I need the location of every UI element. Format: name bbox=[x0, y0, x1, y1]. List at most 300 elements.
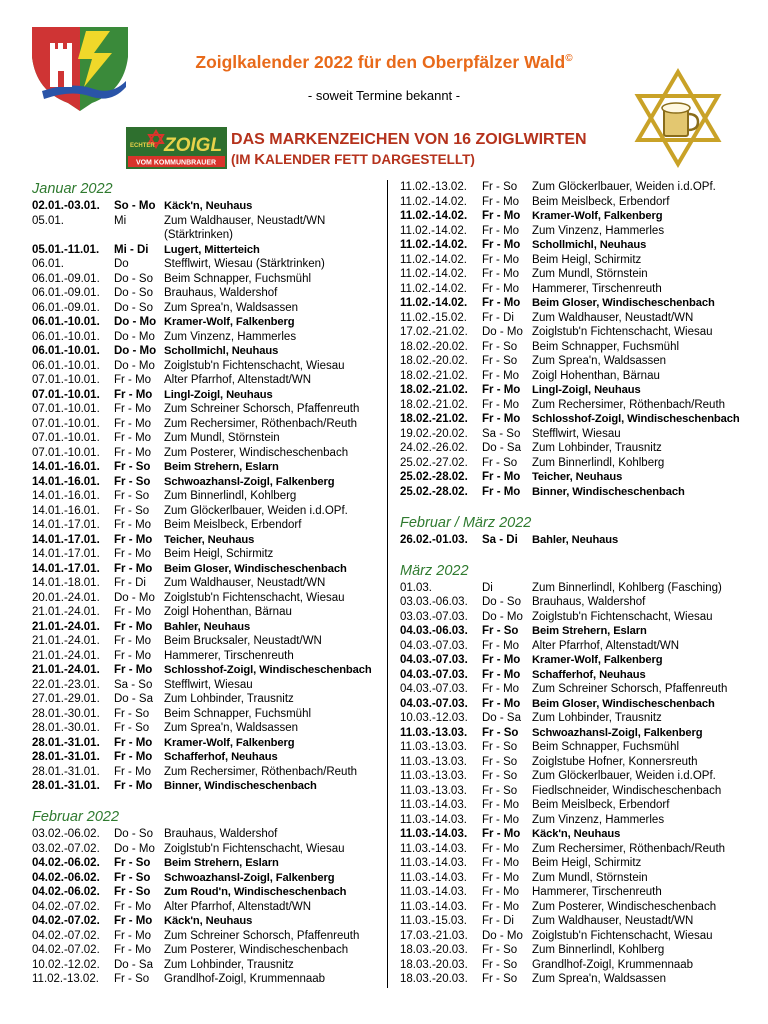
weekday-range: Do - So bbox=[482, 596, 521, 608]
venue-name: Beim Heigl, Schirmitz bbox=[532, 253, 642, 266]
venue-name: Zoiglstub'n Fichtenschacht, Wiesau bbox=[532, 326, 713, 338]
date-range: 21.01.-24.01. bbox=[32, 664, 100, 676]
weekday-range: Fr - Mo bbox=[114, 780, 153, 792]
venue-name: Zum Binnerlindl, Kohlberg (Fasching) bbox=[532, 581, 722, 594]
month-heading: Februar 2022 bbox=[32, 809, 120, 825]
weekday-range: Fr - Mo bbox=[114, 403, 152, 415]
date-range: 14.01.-17.01. bbox=[32, 562, 100, 575]
calendar-entry-marke bbox=[400, 668, 768, 683]
calendar-entry bbox=[32, 359, 404, 374]
weekday-range: Do - Mo bbox=[114, 842, 155, 855]
date-range: 28.01.-31.01. bbox=[32, 736, 100, 749]
marke-text-segment: ALENDER FETT DARGESTELLT) bbox=[265, 152, 475, 167]
calendar-entry-marke bbox=[400, 653, 768, 668]
venue-name: Zoiglstub'n Fichtenschacht, Wiesau bbox=[164, 591, 345, 604]
venue-name: Beim Schnapper, Fuchsmühl bbox=[532, 340, 680, 353]
venue-name: Beim Heigl, Schirmitz bbox=[532, 857, 642, 869]
date-range: 24.02.-26.02. bbox=[400, 442, 468, 454]
weekday-range: Fr - Mo bbox=[114, 900, 152, 913]
weekday-range: Do - Sa bbox=[482, 712, 521, 724]
date-range: 11.03.-13.03. bbox=[400, 741, 467, 753]
weekday-range: Sa - Di bbox=[482, 533, 518, 546]
calendar-entry-marke bbox=[32, 620, 404, 635]
venue-name: Brauhaus, Waldershof bbox=[164, 828, 278, 840]
venue-name: Zum Mundl, Störnstein bbox=[532, 268, 648, 280]
calendar-column-right bbox=[400, 180, 768, 987]
weekday-range: Fr - Mo bbox=[482, 828, 521, 840]
date-range: 20.01.-24.01. bbox=[32, 591, 100, 604]
venue-name: Stefflwirt, Wiesau (Stärktrinken) bbox=[164, 258, 325, 270]
calendar-entry bbox=[400, 224, 768, 239]
weekday-range: Fr - So bbox=[482, 770, 518, 782]
weekday-range: Fr - So bbox=[482, 726, 519, 739]
venue-name: Beim Schnapper, Fuchsmühl bbox=[164, 707, 312, 720]
date-range: 04.02.-07.02. bbox=[32, 944, 100, 956]
date-range: 03.03.-06.03. bbox=[400, 596, 468, 608]
calendar-entry bbox=[400, 441, 768, 456]
weekday-range: Fr - Mo bbox=[482, 398, 520, 411]
weekday-range: Fr - Di bbox=[482, 915, 514, 927]
venue-name: Zum Posterer, Windischeschenbach bbox=[164, 944, 349, 956]
calendar-entry bbox=[400, 639, 768, 654]
venue-name: Lingl-Zoigl, Neuhaus bbox=[532, 384, 641, 396]
venue-name: Zum Rechersimer, Röthenbach/Reuth bbox=[164, 417, 358, 430]
venue-name: Kramer-Wolf, Falkenberg bbox=[164, 316, 295, 328]
weekday-range: Do - Mo bbox=[114, 330, 155, 343]
weekday-range: Fr - Mo bbox=[482, 253, 520, 266]
venue-name: Zum Glöckerlbauer, Weiden i.d.OPf. bbox=[532, 181, 716, 193]
weekday-range: Fr - Mo bbox=[482, 210, 521, 222]
date-range: 11.03.-14.03. bbox=[400, 871, 467, 884]
weekday-range: Fr - Mo bbox=[482, 369, 520, 382]
venue-name: Beim Strehern, Eslarn bbox=[532, 625, 647, 637]
calendar-entry bbox=[400, 900, 768, 915]
weekday-range: Fr - So bbox=[482, 181, 518, 193]
weekday-range: Fr - Mo bbox=[482, 668, 521, 681]
venue-name: Beim Strehern, Eslarn bbox=[164, 857, 279, 869]
weekday-range: Fr - Mo bbox=[482, 813, 520, 826]
calendar-entry-marke bbox=[32, 388, 404, 403]
date-range: 11.03.-14.03. bbox=[400, 828, 468, 840]
weekday-range: Mi - Di bbox=[114, 243, 149, 256]
date-range: 28.01.-30.01. bbox=[32, 707, 100, 720]
date-range: 04.02.-07.02. bbox=[32, 915, 100, 927]
calendar-entry bbox=[400, 929, 768, 944]
venue-name: Zum Schreiner Schorsch, Pfaffenreuth bbox=[532, 683, 728, 695]
weekday-range: Fr - So bbox=[482, 784, 518, 797]
weekday-range: Fr - Mo bbox=[114, 432, 152, 444]
date-range: 11.03.-13.03. bbox=[400, 770, 467, 782]
marke-text-segment: OIGLWIRTEN bbox=[485, 131, 587, 148]
zoigl-star-icon bbox=[630, 68, 726, 168]
date-range: 04.03.-07.03. bbox=[400, 654, 468, 666]
calendar-entry-marke bbox=[400, 296, 768, 311]
calendar-entry bbox=[32, 576, 404, 591]
calendar-entry bbox=[400, 195, 768, 210]
weekday-range: Fr - Mo bbox=[482, 195, 520, 208]
spacer bbox=[400, 547, 768, 562]
venue-name: Stefflwirt, Wiesau bbox=[532, 427, 621, 440]
venue-name: Beim Brucksaler, Neustadt/WN bbox=[164, 635, 322, 647]
calendar-entry bbox=[400, 943, 768, 958]
venue-name: Brauhaus, Waldershof bbox=[164, 287, 278, 299]
badge-bottom-text: VOM KOMMUNBRAUER bbox=[135, 159, 217, 167]
weekday-range: Fr - Mo bbox=[114, 606, 152, 618]
venue-name: Zum Vinzenz, Hammerles bbox=[164, 330, 297, 343]
month-heading: Februar / März 2022 bbox=[400, 514, 532, 531]
venue-name: Schafferhof, Neuhaus bbox=[532, 668, 646, 681]
date-range: 21.01.-24.01. bbox=[32, 606, 100, 618]
date-range: 25.02.-28.02. bbox=[400, 485, 468, 498]
venue-name: Hammerer, Tirschenreuth bbox=[532, 886, 662, 898]
venue-name: Alter Pfarrhof, Altenstadt/WN bbox=[164, 900, 312, 913]
calendar-entry bbox=[400, 958, 768, 973]
spacer bbox=[400, 499, 768, 514]
calendar-entry bbox=[400, 180, 768, 195]
date-range: 07.01.-10.01. bbox=[32, 388, 100, 401]
weekday-range: Fr - So bbox=[114, 475, 151, 488]
echter-zoigl-badge bbox=[126, 127, 227, 169]
venue-name: Zum Waldhauser, Neustadt/WN bbox=[164, 214, 326, 227]
venue-name: Hammerer, Tirschenreuth bbox=[164, 649, 294, 662]
calendar-entry bbox=[400, 769, 768, 784]
date-range: 04.03.-06.03. bbox=[400, 625, 468, 637]
weekday-range: Fr - So bbox=[114, 707, 150, 720]
calendar-entry-marke bbox=[400, 412, 768, 427]
calendar-entry bbox=[32, 330, 404, 345]
date-range: 11.03.-14.03. bbox=[400, 857, 467, 869]
date-range: 17.02.-21.02. bbox=[400, 326, 468, 338]
weekday-range: Fr - Mo bbox=[482, 799, 520, 811]
weekday-range: Do - Mo bbox=[482, 326, 523, 338]
venue-name: Zum Binnerlindl, Kohlberg bbox=[532, 456, 665, 469]
venue-name: Kramer-Wolf, Falkenberg bbox=[164, 736, 295, 749]
calendar-entry bbox=[32, 765, 404, 780]
calendar-entry bbox=[400, 267, 768, 282]
venue-name: Zum Mundl, Störnstein bbox=[164, 432, 280, 444]
venue-name: Zum Posterer, Windischeschenbach bbox=[164, 446, 349, 459]
venue-name: Binner, Windischeschenbach bbox=[164, 780, 317, 792]
venue-name: Teicher, Neuhaus bbox=[164, 533, 255, 546]
weekday-range: Do - Sa bbox=[482, 442, 521, 454]
month-heading: Januar 2022 bbox=[32, 181, 113, 197]
calendar-entry bbox=[32, 692, 404, 707]
date-range: 25.02.-28.02. bbox=[400, 471, 468, 483]
date-range: 22.01.-23.01. bbox=[32, 678, 100, 691]
calendar-entry bbox=[32, 842, 404, 857]
weekday-range: Sa - So bbox=[482, 427, 521, 440]
venue-name: Beim Heigl, Schirmitz bbox=[164, 548, 274, 560]
venue-name: Lingl-Zoigl, Neuhaus bbox=[164, 388, 273, 401]
date-range: 11.03.-13.03. bbox=[400, 726, 468, 739]
date-range: 11.03.-13.03. bbox=[400, 755, 467, 768]
date-range: 21.01.-24.01. bbox=[32, 620, 100, 633]
venue-name: Schwoazhansl-Zoigl, Falkenberg bbox=[164, 871, 335, 884]
date-range: 04.02.-07.02. bbox=[32, 929, 100, 942]
weekday-range: Fr - Mo bbox=[482, 268, 520, 280]
date-range: 04.03.-07.03. bbox=[400, 668, 468, 681]
calendar-column-left bbox=[32, 180, 404, 987]
weekday-range: Fr - Mo bbox=[114, 374, 152, 386]
weekday-range: Fr - So bbox=[114, 722, 150, 734]
calendar-entry bbox=[32, 301, 404, 316]
date-range: 04.02.-06.02. bbox=[32, 871, 100, 884]
venue-name: Zum Binnerlindl, Kohlberg bbox=[164, 490, 297, 502]
date-range: 05.01. bbox=[32, 214, 64, 227]
venue-name: Zum Mundl, Störnstein bbox=[532, 871, 648, 884]
venue-name: Bahler, Neuhaus bbox=[164, 620, 251, 633]
date-range: 11.02.-15.02. bbox=[400, 311, 467, 324]
weekday-range: Fr - So bbox=[114, 973, 150, 985]
weekday-range: Do - So bbox=[114, 287, 153, 299]
date-range: 07.01.-10.01. bbox=[32, 446, 100, 459]
calendar-entry bbox=[32, 286, 404, 301]
weekday-range: Fr - So bbox=[482, 944, 518, 956]
weekday-range: Fr - Mo bbox=[482, 697, 521, 710]
calendar-entry bbox=[400, 798, 768, 813]
weekday-range: Fr - Mo bbox=[114, 736, 153, 749]
month-heading: März 2022 bbox=[400, 562, 469, 579]
date-range: 18.02.-20.02. bbox=[400, 355, 468, 367]
weekday-range: Fr - So bbox=[114, 504, 150, 517]
weekday-range: Fr - So bbox=[482, 456, 518, 469]
date-range: 10.03.-12.03. bbox=[400, 712, 468, 724]
date-range: 05.01.-11.01. bbox=[32, 243, 100, 256]
date-range: 03.02.-06.02. bbox=[32, 828, 100, 840]
date-range: 25.02.-27.02. bbox=[400, 456, 468, 469]
calendar-entry-marke bbox=[32, 885, 404, 900]
date-range: 04.02.-07.02. bbox=[32, 900, 100, 913]
weekday-range: Do - So bbox=[114, 272, 153, 285]
calendar-entry bbox=[32, 591, 404, 606]
date-range: 14.01.-16.01. bbox=[32, 490, 100, 502]
venue-name: Zoiglstub'n Fichtenschacht, Wiesau bbox=[164, 359, 345, 372]
weekday-range: Fr - Mo bbox=[482, 842, 520, 855]
venue-name: Zoiglstub'n Fichtenschacht, Wiesau bbox=[164, 842, 345, 855]
calendar-entry-marke bbox=[32, 533, 404, 548]
date-range: 06.01.-10.01. bbox=[32, 359, 100, 372]
date-range: 11.03.-14.03. bbox=[400, 886, 467, 898]
venue-name: Lugert, Mitterteich bbox=[164, 243, 260, 256]
date-range: 02.01.-03.01. bbox=[32, 200, 100, 212]
weekday-range: Do - Sa bbox=[114, 958, 153, 971]
date-range: 11.02.-14.02. bbox=[400, 268, 467, 280]
weekday-range: Fr - Mo bbox=[114, 446, 152, 459]
date-range: 14.01.-16.01. bbox=[32, 475, 100, 488]
venue-name: (Stärktrinken) bbox=[164, 229, 234, 241]
venue-name: Schwoazhansl-Zoigl, Falkenberg bbox=[164, 475, 335, 488]
calendar-entry-marke bbox=[32, 344, 404, 359]
calendar-entry bbox=[400, 856, 768, 871]
date-range: 18.03.-20.03. bbox=[400, 944, 468, 956]
calendar-entry bbox=[400, 871, 768, 886]
venue-name: Zum Waldhauser, Neustadt/WN bbox=[532, 915, 694, 927]
venue-name: Zum Sprea'n, Waldsassen bbox=[164, 722, 299, 734]
markenzeichen-subheading bbox=[231, 151, 475, 168]
calendar-entry-marke bbox=[32, 750, 404, 765]
weekday-range: Fr - Mo bbox=[114, 548, 152, 560]
weekday-range: Fr - Mo bbox=[482, 871, 520, 884]
date-range: 04.03.-07.03. bbox=[400, 639, 468, 652]
weekday-range: Fr - So bbox=[482, 755, 518, 768]
calendar-entry bbox=[32, 228, 404, 243]
calendar-entry bbox=[32, 634, 404, 649]
calendar-entry-marke bbox=[32, 779, 404, 794]
date-range: 14.01.-17.01. bbox=[32, 548, 100, 560]
marke-text-segment: D bbox=[231, 131, 243, 148]
venue-name: Alter Pfarrhof, Altenstadt/WN bbox=[532, 639, 680, 652]
weekday-range: Fr - So bbox=[114, 857, 151, 869]
date-range: 21.01.-24.01. bbox=[32, 649, 100, 662]
venue-name: Teicher, Neuhaus bbox=[532, 471, 623, 483]
calendar-entry bbox=[32, 214, 404, 229]
calendar-entry bbox=[400, 354, 768, 369]
calendar-entry-marke bbox=[32, 475, 404, 490]
calendar-entry-marke bbox=[32, 736, 404, 751]
weekday-range: Fr - Mo bbox=[482, 413, 521, 425]
date-range: 28.01.-31.01. bbox=[32, 765, 100, 778]
calendar-entry-marke bbox=[32, 243, 404, 258]
date-range: 11.02.-14.02. bbox=[400, 253, 467, 266]
weekday-range: Fr - Di bbox=[114, 577, 146, 589]
date-range: 11.03.-14.03. bbox=[400, 842, 467, 855]
calendar-entry-marke bbox=[32, 663, 404, 678]
date-range: 26.02.-01.03. bbox=[400, 533, 468, 546]
date-range: 11.02.-14.02. bbox=[400, 195, 467, 208]
venue-name: Kramer-Wolf, Falkenberg bbox=[532, 210, 663, 222]
date-range: 28.01.-31.01. bbox=[32, 751, 100, 763]
venue-name: Zum Sprea'n, Waldsassen bbox=[532, 355, 667, 367]
weekday-range: Fr - Mo bbox=[482, 471, 521, 483]
calendar-entry bbox=[32, 257, 404, 272]
date-range: 06.01. bbox=[32, 258, 64, 270]
venue-name: Zoiglstube Hofner, Konnersreuth bbox=[532, 755, 698, 768]
venue-name: Zum Vinzenz, Hammerles bbox=[532, 813, 665, 826]
venue-name: Schollmichl, Neuhaus bbox=[164, 345, 279, 357]
weekday-range: Fr - Mo bbox=[482, 900, 520, 913]
date-range: 07.01.-10.01. bbox=[32, 417, 100, 430]
calendar-entry-marke bbox=[400, 209, 768, 224]
calendar-entry bbox=[400, 595, 768, 610]
weekday-range: Fr - Di bbox=[482, 311, 514, 324]
weekday-range: Fr - So bbox=[114, 871, 151, 884]
weekday-range: Do - So bbox=[114, 301, 153, 314]
calendar-entry-marke bbox=[400, 383, 768, 398]
venue-name: Grandlhof-Zoigl, Krummennaab bbox=[164, 973, 326, 985]
calendar-entry-marke bbox=[32, 856, 404, 871]
venue-name: Brauhaus, Waldershof bbox=[532, 596, 646, 608]
date-range: 06.01.-09.01. bbox=[32, 287, 100, 299]
weekday-range: Fr - So bbox=[114, 490, 150, 502]
venue-name: Zum Glöckerlbauer, Weiden i.d.OPf. bbox=[164, 504, 348, 517]
venue-name: Schlosshof-Zoigl, Windischeschenbach bbox=[164, 664, 372, 676]
weekday-range: Fr - Mo bbox=[482, 239, 521, 251]
date-range: 14.01.-18.01. bbox=[32, 577, 100, 589]
calendar-entry bbox=[32, 929, 404, 944]
weekday-range: Fr - Mo bbox=[114, 417, 152, 430]
venue-name: Beim Gloser, Windischeschenbach bbox=[532, 297, 715, 309]
date-range: 11.02.-14.02. bbox=[400, 282, 467, 295]
date-range: 11.03.-15.03. bbox=[400, 915, 467, 927]
venue-name: Zum Rechersimer, Röthenbach/Reuth bbox=[532, 842, 726, 855]
venue-name: Zum Sprea'n, Waldsassen bbox=[164, 301, 299, 314]
calendar-entry bbox=[32, 958, 404, 973]
calendar-entry-marke bbox=[400, 485, 768, 500]
calendar-entry bbox=[400, 369, 768, 384]
calendar-entry bbox=[32, 707, 404, 722]
venue-name: Zum Waldhauser, Neustadt/WN bbox=[164, 577, 326, 589]
calendar-entry bbox=[32, 547, 404, 562]
calendar-entry bbox=[400, 784, 768, 799]
calendar-entry bbox=[32, 649, 404, 664]
venue-name: Beim Gloser, Windischeschenbach bbox=[164, 562, 347, 575]
calendar-entry bbox=[400, 610, 768, 625]
date-range: 06.01.-09.01. bbox=[32, 272, 100, 285]
weekday-range: Fr - Mo bbox=[482, 639, 520, 652]
calendar-entry bbox=[400, 885, 768, 900]
calendar-entry bbox=[400, 340, 768, 355]
weekday-range: Do - Mo bbox=[114, 345, 157, 357]
weekday-range: Fr - Mo bbox=[114, 519, 152, 531]
weekday-range: Fr - Mo bbox=[482, 297, 521, 309]
weekday-range: Sa - So bbox=[114, 678, 153, 691]
calendar-entry bbox=[400, 914, 768, 929]
venue-name: Zum Lohbinder, Trausnitz bbox=[532, 712, 662, 724]
calendar-entry bbox=[32, 721, 404, 736]
date-range: 06.01.-10.01. bbox=[32, 330, 100, 343]
weekday-range: Fr - So bbox=[482, 340, 518, 353]
date-range: 11.03.-14.03. bbox=[400, 900, 467, 913]
weekday-range: Fr - Mo bbox=[114, 649, 152, 662]
calendar-entry-marke bbox=[32, 871, 404, 886]
venue-name: Zum Rechersimer, Röthenbach/Reuth bbox=[532, 398, 726, 411]
weekday-range: Fr - Mo bbox=[482, 224, 520, 237]
venue-name: Zum Schreiner Schorsch, Pfaffenreuth bbox=[164, 929, 360, 942]
date-range: 03.02.-07.02. bbox=[32, 842, 100, 855]
date-range: 11.02.-14.02. bbox=[400, 297, 468, 309]
weekday-range: So - Mo bbox=[114, 200, 156, 212]
calendar-entry bbox=[400, 398, 768, 413]
date-range: 07.01.-10.01. bbox=[32, 432, 100, 444]
weekday-range: Do bbox=[114, 258, 129, 270]
weekday-range: Fr - Mo bbox=[114, 944, 152, 956]
weekday-range: Fr - Mo bbox=[114, 388, 153, 401]
calendar-entry-marke bbox=[32, 315, 404, 330]
venue-name: Zum Schreiner Schorsch, Pfaffenreuth bbox=[164, 403, 360, 415]
venue-name: Hammerer, Tirschenreuth bbox=[532, 282, 662, 295]
weekday-range: Fr - Mo bbox=[482, 683, 520, 695]
calendar-entry bbox=[32, 272, 404, 287]
date-range: 18.02.-21.02. bbox=[400, 369, 468, 382]
date-range: 18.02.-21.02. bbox=[400, 413, 468, 425]
marke-text-segment: (IM bbox=[231, 152, 255, 167]
date-range: 10.02.-12.02. bbox=[32, 958, 100, 971]
calendar-entry-marke bbox=[32, 460, 404, 475]
weekday-range: Fr - So bbox=[482, 625, 519, 637]
date-range: 03.03.-07.03. bbox=[400, 610, 468, 623]
calendar-entry bbox=[400, 253, 768, 268]
venue-name: Beim Meislbeck, Erbendorf bbox=[532, 799, 670, 811]
weekday-range: Fr - Mo bbox=[482, 886, 520, 898]
calendar-entry-marke bbox=[400, 533, 768, 548]
venue-name: Zum Roud'n, Windischeschenbach bbox=[164, 886, 347, 898]
weekday-range: Fr - Mo bbox=[482, 384, 521, 396]
weekday-range: Di bbox=[482, 581, 493, 594]
date-range: 06.01.-09.01. bbox=[32, 301, 100, 314]
calendar-entry-marke bbox=[32, 562, 404, 577]
venue-name: Bahler, Neuhaus bbox=[532, 533, 619, 546]
venue-name: Zum Sprea'n, Waldsassen bbox=[532, 973, 667, 985]
